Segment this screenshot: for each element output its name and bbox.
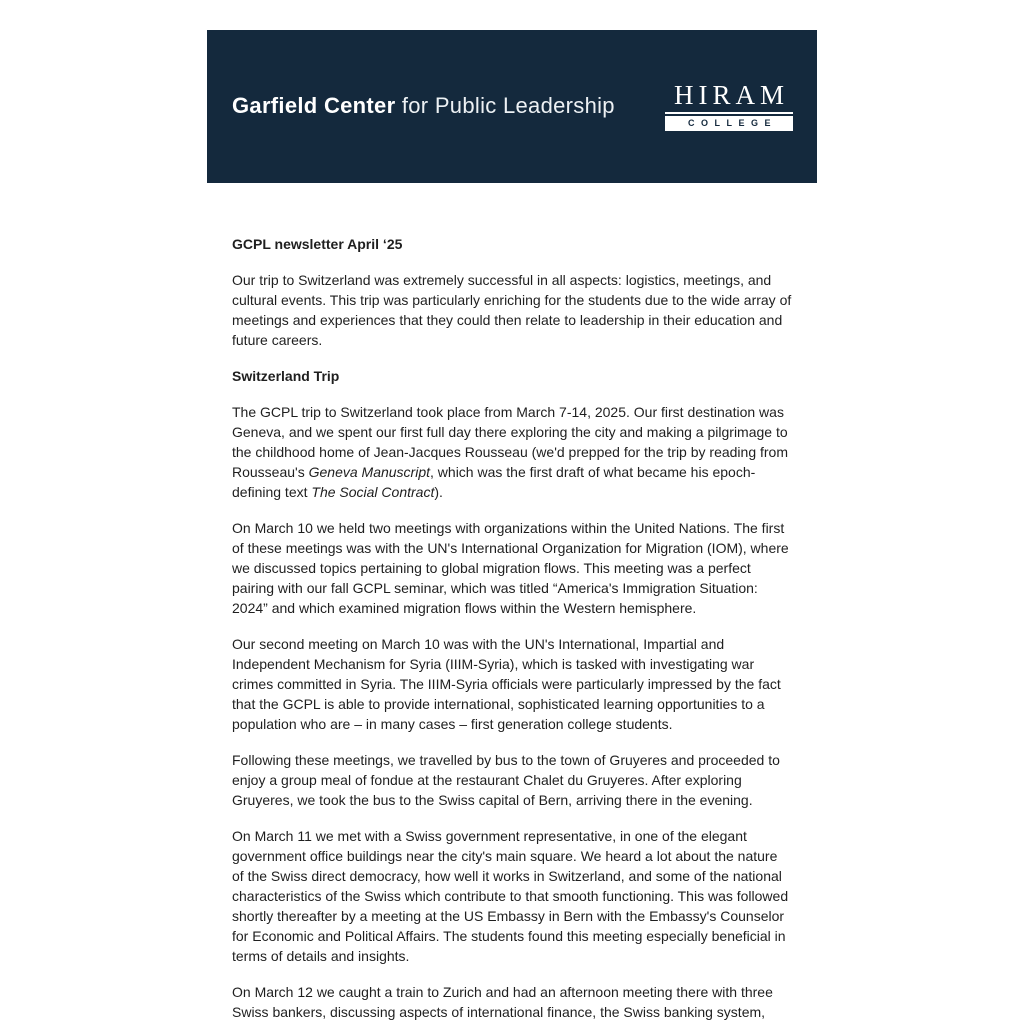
italic-text: Geneva Manuscript (308, 464, 431, 480)
hiram-college-logo (665, 82, 793, 131)
newsletter-paragraph (232, 402, 792, 502)
text-segment: On March 11 we met with a Swiss government representative, in one of the elegant government office buildings near the city's main square. We heard a lot about the nature of the Swiss direct democracy, how well it works in Switzerland, and some of the national characteristics of the Swiss which contribute to that smooth functioning. This was followed shortly thereafter by a meeting at the US Embassy in Bern with the Embassy's Counselor for Economic and Political Affairs. The students found this meeting especially beneficial in terms of details and insights. (232, 828, 789, 964)
text-segment: The GCPL trip to Switzerland took place from March 7-14, 2025. Our first destination was Geneva, and we spent our first full day there exploring the city and making a pilgrimage to the childhood home of Jean-Jacques Rousseau (we'd prepped for the trip by reading from Rousseau's (232, 404, 789, 480)
newsletter-paragraph (232, 750, 792, 810)
text-segment: ). (434, 484, 443, 500)
brand-wordmark (232, 93, 615, 119)
italic-text: The Social Contract (311, 484, 435, 500)
newsletter-header (207, 30, 817, 183)
brand-tagline: for Public Leadership (395, 93, 615, 119)
text-segment: Switzerland Trip (232, 368, 340, 384)
text-segment: On March 10 we held two meetings with organizations within the United Nations. The first of these meetings was with the UN's International Organization for Migration (IOM), where we discussed topics pertaining to global migration flows. This meeting was a perfect pairing with our fall GCPL seminar, which was titled “America's Immigration Situation: 2024” and which examined migration flows within the Western hemisphere. (232, 520, 789, 616)
text-segment: Our second meeting on March 10 was with the UN's International, Impartial and Independent Mechanism for Syria (IIIM-Syria), which is tasked with investigating war crimes committed in Syria. The IIIM-Syria officials were particularly impressed by the fact that the GCPL is able to provide international, sophisticated learning opportunities to a population who are – in many cases – first generation college students. (232, 636, 781, 732)
text-segment: Following these meetings, we travelled by bus to the town of Gruyeres and proceeded to enjoy a group meal of fondue at the restaurant Chalet du Gruyeres. After exploring Gruyeres, we took the bus to the Swiss capital of Bern, arriving there in the evening. (232, 752, 780, 808)
email-newsletter (207, 0, 817, 1022)
newsletter-paragraph (232, 518, 792, 618)
text-segment: , which was the first draft of what became his epoch-defining text (232, 464, 756, 500)
text-segment: Our trip to Switzerland was extremely successful in all aspects: logistics, meetings, and cultural events. This trip was particularly enriching for the students due to the wide array of meetings and experiences that they could then relate to leadership in their education and future careers. (232, 272, 792, 348)
newsletter-body (207, 183, 817, 1022)
text-segment: GCPL newsletter April ‘25 (232, 236, 403, 252)
text-segment: On March 12 we caught a train to Zurich and had an afternoon meeting there with three Swiss bankers, discussing aspects of international finance, the Swiss banking system, (232, 984, 773, 1020)
logo-word: HIRAM (665, 82, 793, 114)
newsletter-heading (232, 234, 792, 254)
brand-name: Garfield Center (232, 93, 396, 119)
newsletter-paragraph (232, 826, 792, 966)
newsletter-heading (232, 366, 792, 386)
newsletter-paragraph (232, 982, 792, 1022)
newsletter-paragraph (232, 634, 792, 734)
newsletter-paragraph (232, 270, 792, 350)
logo-banner: COLLEGE (665, 116, 793, 131)
